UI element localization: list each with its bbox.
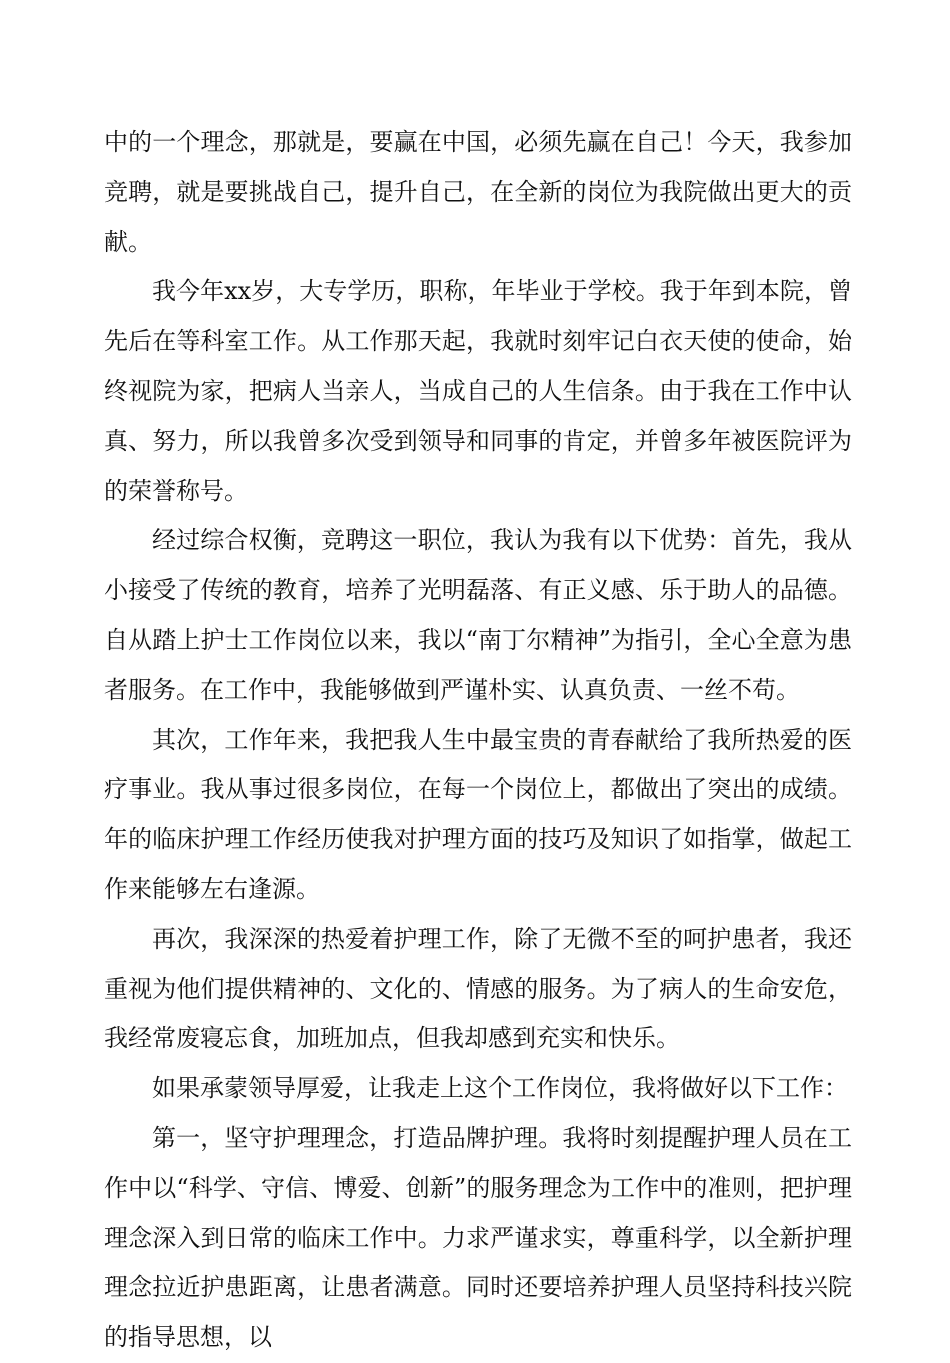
paragraph-2: 我今年xx岁，大专学历，职称，年毕业于学校。我于年到本院，曾先后在等科室工作。从工作那天起，我就时刻牢记白衣天使的使命，始终视院为家，把病人当亲人，当成自己的人生信条。由于我在工作中认真、努力，所以我曾多次受到领导和同事的肯定，并曾多年被医院评为的荣誉称号。 <box>104 277 852 505</box>
paragraph-3: 经过综合权衡，竞聘这一职位，我认为我有以下优势：首先，我从小接受了传统的教育，培养了光明磊落、有正义感、乐于助人的品德。自从踏上护士工作岗位以来，我以“南丁尔精神”为指引，全心全意为患者服务。在工作中，我能够做到严谨朴实、认真负责、一丝不苟。 <box>104 526 852 704</box>
paragraph-4: 其次，工作年来，我把我人生中最宝贵的青春献给了我所热爱的医疗事业。我从事过很多岗位，在每一个岗位上，都做出了突出的成绩。年的临床护理工作经历使我对护理方面的技巧及知识了如指掌，做起工作来能够左右逢源。 <box>104 725 852 903</box>
paragraph-7: 第一，坚守护理理念，打造品牌护理。我将时刻提醒护理人员在工作中以“科学、守信、博爱、创新”的服务理念为工作中的准则，把护理理念深入到日常的临床工作中。力求严谨求实，尊重科学，以全新护理理念拉近护患距离，让患者满意。同时还要培养护理人员坚持科技兴院的指导思想，以 <box>104 1123 852 1352</box>
paragraph-6: 如果承蒙领导厚爱，让我走上这个工作岗位，我将做好以下工作： <box>152 1074 848 1103</box>
document-body <box>104 118 852 1363</box>
paragraph-1: 中的一个理念，那就是，要赢在中国，必须先赢在自己！今天，我参加竞聘，就是要挑战自己，提升自己，在全新的岗位为我院做出更大的贡献。 <box>104 128 852 256</box>
paragraph-5: 再次，我深深的热爱着护理工作，除了无微不至的呵护患者，我还重视为他们提供精神的、文化的、情感的服务。为了病人的生命安危，我经常废寝忘食，加班加点，但我却感到充实和快乐。 <box>104 924 852 1053</box>
